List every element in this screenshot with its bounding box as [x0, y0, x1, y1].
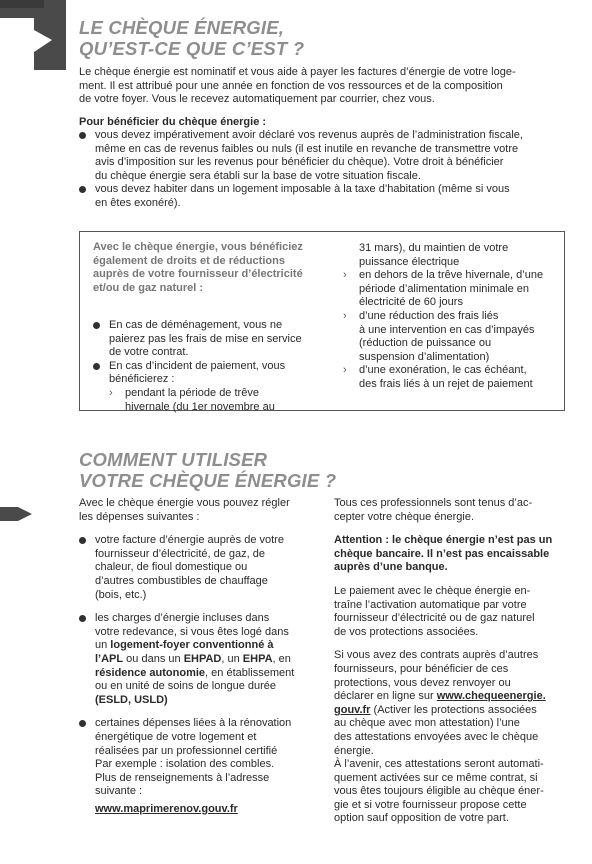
bullet-icon — [79, 720, 86, 727]
intro-line: Avec le chèque énergie vous pouvez régler — [79, 497, 290, 509]
text: logement-foyer conventionné à — [110, 639, 274, 652]
right-line: de vos protections associées. — [334, 625, 479, 638]
right-line: vous êtes toujours éligible au chèque éner- — [334, 785, 544, 798]
section1-title-line1: LE CHÈQUE ÉNERGIE, — [79, 17, 285, 38]
right-line: Si vous avez des contrats auprès d’autres — [334, 649, 539, 662]
right-line: À l’avenir, ces attestations seront automati- — [334, 758, 544, 771]
text: l’APL — [95, 652, 124, 665]
attention-notice — [334, 534, 579, 575]
bullet-icon — [79, 132, 86, 139]
contracts-paragraph — [334, 649, 579, 758]
text: EHPA — [242, 652, 273, 665]
use-line: certaines dépenses liées à la rénovation — [95, 717, 292, 730]
right-line: auprès d’une banque. — [334, 561, 448, 574]
box-line: pendant la période de trêve — [125, 386, 259, 399]
box-heading — [93, 241, 343, 295]
text: résidence autonomie — [95, 666, 206, 679]
box-line: période d’alimentation minimale en — [359, 282, 529, 295]
section1-title-line2: QU’EST-CE QUE C’EST ? — [79, 38, 305, 59]
right-line: Tous ces professionnels sont tenus d’ac- — [334, 497, 533, 509]
intro-line: de votre foyer. Vous le recevez automatiquement par courrier, chez vous. — [79, 93, 435, 106]
condition-line: même en cas de revenus faibles ou nuls (il est inutile en revanche de transmettre votre — [95, 142, 519, 155]
box-line: suspension d’alimentation) — [359, 350, 490, 363]
bullet-icon — [93, 363, 100, 370]
condition-line: du chèque énergie sera établi sur la base de votre situation fiscale. — [95, 169, 421, 182]
box-line: En cas d’incident de paiement, vous — [109, 359, 286, 372]
box-heading-line: Avec le chèque énergie, vous bénéficiez — [93, 241, 303, 253]
right-line: Attention : le chèque énergie n’est pas un — [334, 534, 553, 547]
box-line: paierez pas les frais de mise en service — [109, 332, 302, 345]
conditions-list — [79, 129, 579, 211]
box-line: en dehors de la trêve hivernale, d’une — [359, 269, 544, 282]
use-line: (bois, etc.) — [95, 588, 147, 601]
condition-line: avis d’imposition sur les revenus pour bénéficier du chèque). Votre droit à bénéficier — [95, 156, 504, 169]
text: , en établissement — [205, 666, 295, 679]
maprimerenov-link[interactable]: www.maprimerenov.gouv.fr — [95, 802, 238, 815]
condition-item — [79, 183, 579, 210]
section2-title — [79, 449, 336, 491]
box-line: puissance électrique — [359, 255, 460, 268]
box-line: des frais liés à un rejet de paiement — [359, 377, 533, 390]
chequeenergie-link[interactable]: www.chequeenergie. — [436, 690, 546, 703]
box-line: d’une réduction des frais liés — [359, 309, 499, 322]
right-line: quement activées sur ce même contrat, si — [334, 771, 538, 784]
text: EHPAD — [183, 652, 222, 665]
condition-item — [79, 129, 579, 183]
conditions-heading: Pour bénéficier du chèque énergie : — [79, 116, 267, 128]
section1-intro — [79, 66, 579, 107]
intro-line: ment. Il est attribué pour une année en fonction de vos ressources et de la composition — [79, 79, 503, 92]
box-line: de votre contrat. — [109, 346, 189, 359]
chevron-right-icon: › — [343, 269, 347, 282]
use-line: Plus de renseignements à l’adresse — [95, 771, 270, 784]
use-item-energy-bill — [79, 534, 329, 602]
right-line: cepter votre chèque énergie. — [334, 510, 475, 523]
use-line: les charges d’énergie incluses dans — [95, 612, 270, 625]
text: , un — [221, 652, 243, 665]
box-item-moving — [93, 319, 333, 360]
bullet-icon — [79, 186, 86, 193]
box-subitem — [343, 364, 558, 391]
right-line — [334, 690, 579, 704]
chequeenergie-link[interactable]: gouv.fr — [334, 703, 371, 716]
right-line: gie et si votre fournisseur propose cette — [334, 798, 527, 811]
use-line: suivante : — [95, 785, 143, 798]
use-line — [95, 667, 329, 681]
payment-paragraph — [334, 585, 579, 639]
box-heading-line: et/ou de gaz naturel : — [93, 281, 204, 294]
corner-graphic — [0, 0, 80, 78]
use-line — [95, 653, 329, 667]
right-line: traîne l’activation automatique par votre — [334, 598, 527, 611]
use-line: votre facture d’énergie auprès de votre — [95, 534, 284, 547]
box-line: électricité de 60 jours — [359, 296, 463, 309]
use-line: chaleur, de fioul domestique ou — [95, 561, 248, 574]
use-line: d’autres combustibles de chauffage — [95, 574, 268, 587]
box-subitem — [109, 387, 333, 414]
box-left-list — [93, 319, 333, 414]
chevron-right-icon: › — [109, 386, 113, 399]
section2-title-line1: COMMENT UTILISER — [79, 449, 268, 470]
chevron-right-icon: › — [343, 364, 347, 377]
right-line: fournisseur d’électricité ou de gaz naturel — [334, 612, 535, 625]
use-item-charges — [79, 612, 329, 707]
right-line: protections, vous devez renvoyer ou — [334, 676, 511, 689]
condition-line: vous devez habiter dans un logement imposable à la taxe d’habitation (même si vous — [95, 183, 510, 196]
use-line: fournisseur d’électricité, de gaz, de — [95, 547, 265, 560]
box-line: 31 mars), du maintien de votre — [359, 242, 509, 254]
box-heading-line: auprès de votre fournisseur d’électricité — [93, 268, 303, 281]
section2-title-line2: VOTRE CHÈQUE ÉNERGIE ? — [79, 470, 337, 491]
use-line: réalisées par un professionnel certifié — [95, 744, 278, 757]
intro-line: Le chèque énergie est nominatif et vous aide à payer les factures d’énergie de votre loge- — [79, 66, 516, 78]
box-subitem — [343, 269, 558, 310]
right-line: au chèque avec mon attestation) l’une — [334, 717, 520, 730]
box-line: d’une exonération, le cas échéant, — [359, 364, 527, 377]
side-marker — [0, 507, 32, 521]
right-line: des attestations envoyées avec le chèque — [334, 730, 539, 743]
text: un — [95, 639, 111, 652]
box-item-payment-incident — [93, 360, 333, 387]
box-line: (réduction de puissance ou — [359, 337, 492, 350]
use-line: ou en unité de soins de longue durée — [95, 680, 277, 693]
use-line: énergétique de votre logement et — [95, 730, 257, 743]
future-paragraph — [334, 758, 579, 826]
use-line: votre redevance, si vous êtes logé dans — [95, 625, 289, 638]
right-line: chèque bancaire. Il n’est pas encaissable — [334, 547, 550, 560]
box-heading-line: également de droits et de réductions — [93, 254, 285, 267]
section2-right — [334, 497, 579, 826]
bullet-icon — [79, 615, 86, 622]
intro-line: les dépenses suivantes : — [79, 510, 200, 523]
box-right-list — [343, 242, 558, 392]
condition-line: vous devez impérativement avoir déclaré vos revenus auprès de l’administration fiscale, — [95, 129, 523, 141]
right-line: Le paiement avec le chèque énergie en- — [334, 584, 531, 597]
bullet-icon — [79, 537, 86, 544]
right-line: option sauf opposition de votre part. — [334, 812, 509, 825]
box-line: à une intervention en cas d’impayés — [359, 323, 535, 336]
use-line: Par exemple : isolation des combles. — [95, 758, 275, 771]
use-line — [95, 639, 329, 653]
right-line: fournisseurs, pour bénéficier de ces — [334, 662, 509, 675]
use-item-renovation — [79, 717, 329, 816]
text: ou dans un — [123, 652, 184, 665]
use-line: (ESLD, USLD) — [95, 693, 168, 706]
box-line: hivernale (du 1er novembre au — [125, 400, 275, 413]
chevron-right-icon: › — [343, 309, 347, 322]
section2-left — [79, 497, 329, 816]
condition-line: en êtes exonéré). — [95, 196, 181, 209]
box-subitem — [343, 310, 558, 364]
box-line: En cas de déménagement, vous ne — [109, 319, 283, 331]
text: , en — [272, 652, 291, 665]
right-line: énergie. — [334, 744, 374, 757]
text: (Activer les protections associées — [370, 703, 537, 716]
box-subitem-cont — [343, 242, 558, 269]
right-line — [334, 704, 579, 718]
section1-title — [79, 17, 304, 59]
bullet-icon — [93, 322, 100, 329]
text: déclarer en ligne sur — [334, 690, 437, 703]
box-line: bénéficierez : — [109, 373, 175, 386]
